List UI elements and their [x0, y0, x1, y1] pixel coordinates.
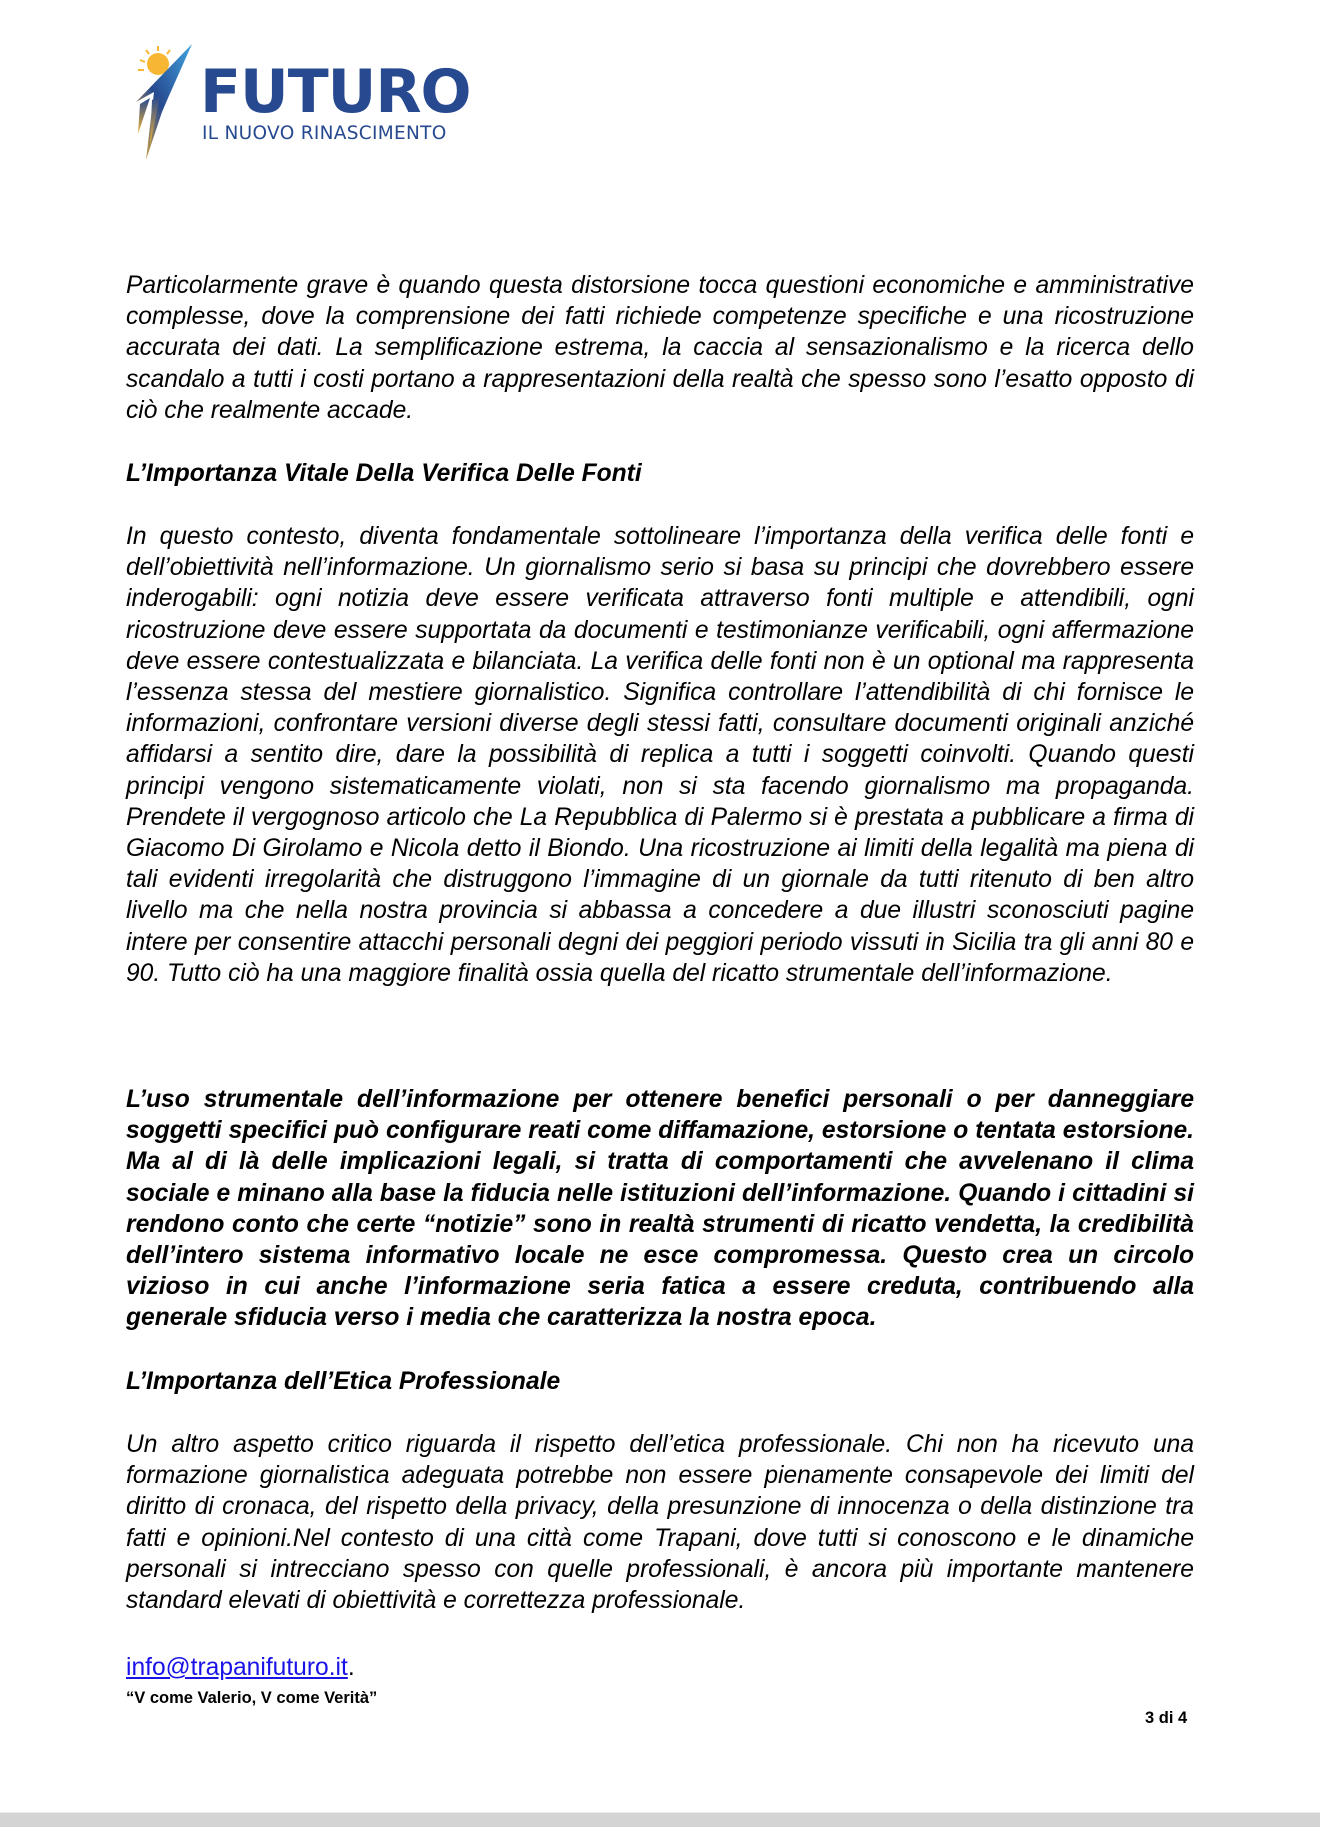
section-heading-verifica	[126, 458, 1194, 489]
logo-title: FUTURO	[200, 57, 471, 127]
rocket-sun-icon	[128, 42, 198, 160]
uso-strumentale-paragraph: L’uso strumentale dell’informazione per ottenere benefici personali o per danneggiare soggetti specifici può configurare reati come diffamazione, estorsione o tentata estorsione. Ma al di là delle implicazioni legali, si tratta di comportamenti che avvelenano il clima sociale e minano alla base la fiducia nelle istituzioni dell’informazione. Quando i cittadini si rendono conto che certe “notizie” sono in realtà strumenti di ricatto vendetta, la credibilità dell’intero sistema informativo locale ne esce compromessa. Questo crea un circolo vizioso in cui anche l’informazione seria fatica a essere creduta, contribuendo alla generale sfiducia verso i media che caratterizza la nostra epoca.	[126, 1086, 1194, 1332]
verifica-paragraph: In questo contesto, diventa fondamentale sottolineare l’importanza della verifica delle fonti e dell’obiettività nell’informazione. Un giornalismo serio si basa su principi che dovrebbero essere inderogabili: ogni notizia deve essere verificata attraverso fonti multiple e attendibili, ogni ricostruzione deve essere supportata da documenti e testimonianze verificabili, ogni affermazione deve essere contestualizzata e bilanciata. La verifica delle fonti non è un optional ma rappresenta l’essenza stessa del mestiere giornalistico. Significa controllare l’attendibilità di chi fornisce le informazioni, confrontare versioni diverse degli stessi fatti, consultare documenti originali anziché affidarsi a sentito dire, dare la possibilità di replica a tutti i soggetti coinvolti. Quando questi principi vengono sistematicamente violati, non si sta facendo giornalismo ma propaganda. Prendete il vergognoso articolo che La Repubblica di Palermo si è prestata a pubblicare a firma di Giacomo Di Girolamo e Nicola detto il Biondo. Una ricostruzione ai limiti della legalità ma piena di tali evidenti irregolarità che distruggono l’immagine di un giornale da tutti ritenuto di ben altro livello ma che nella nostra provincia si abbassa a concedere a due illustri sconosciuti pagine intere per consentire attacchi personali degni dei peggiori periodo vissuti in Sicilia tra gli anni 80 e 90. Tutto ciò ha una maggiore finalità ossia quella del ricatto strumentale dell’informazione.	[126, 523, 1194, 987]
contact-email	[126, 1653, 355, 1683]
verifica-paragraph-block	[126, 521, 1194, 989]
page-number: 3 di 4	[1145, 1709, 1188, 1727]
etica-paragraph: Un altro aspetto critico riguarda il rispetto dell’etica professionale. Chi non ha ricevuto una formazione giornalistica adeguata potrebbe non essere pienamente consapevole dei limiti del diritto di cronaca, del rispetto della privacy, della presunzione di innocenza o della distinzione tra fatti e opinioni.Nel contesto di una città come Trapani, dove tutti si conoscono e le dinamiche personali si intrecciano spesso con quelle professionali, è ancora più importante mantenere standard elevati di obiettività e correttezza professionale.	[126, 1431, 1194, 1615]
futuro-logo	[128, 42, 471, 160]
heading-etica-professionale: L’Importanza dell’Etica Professionale	[126, 1368, 561, 1395]
motto: “V come Valerio, V come Verità”	[126, 1689, 378, 1707]
email-link[interactable]: info@trapanifuturo.it	[126, 1654, 348, 1681]
uso-strumentale-block	[126, 1084, 1194, 1334]
email-suffix: .	[347, 1654, 355, 1681]
logo-subtitle: IL NUOVO RINASCIMENTO	[202, 123, 447, 144]
intro-paragraph: Particolarmente grave è quando questa distorsione tocca questioni economiche e amministrative complesse, dove la comprensione dei fatti richiede competenze specifiche e una ricostruzione accurata dei dati. La semplificazione estrema, la caccia al sensazionalismo e la ricerca dello scandalo a tutti i costi portano a rappresentazioni della realtà che spesso sono l’esatto opposto di ciò che realmente accade.	[126, 272, 1194, 424]
etica-paragraph-block	[126, 1429, 1194, 1616]
viewer-bottom-bar	[0, 1812, 1320, 1827]
heading-verifica-fonti: L’Importanza Vitale Della Verifica Delle Fonti	[126, 460, 642, 487]
intro-paragraph-block	[126, 270, 1194, 426]
section-heading-etica	[126, 1366, 1194, 1397]
